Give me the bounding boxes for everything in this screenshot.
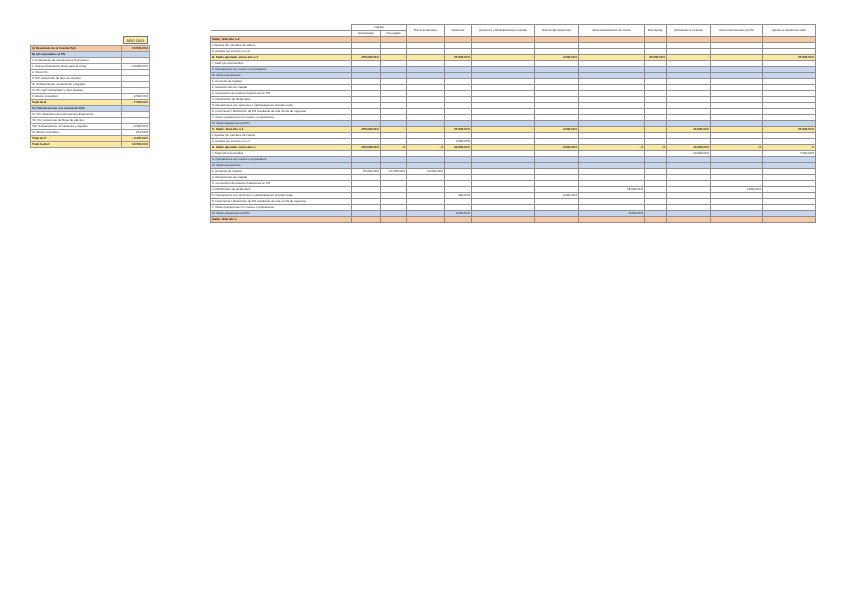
summary-row-label: 2. Otros I/G [31, 70, 122, 76]
equity-row-label: 1. Aumento de Capital [211, 79, 352, 85]
equity-row-label: I. Ajustes por cambios de criterio [211, 133, 352, 139]
header-ajustes-valor: Ajustes a cambio de valor [763, 25, 816, 37]
equity-cell [407, 217, 445, 223]
equity-row-label: 2. Reducciones de Capital [211, 175, 352, 181]
summary-row-label: Total A+B+C [31, 142, 122, 148]
equity-cell: 25.000,00 € [763, 127, 816, 133]
equity-row-label: B. Saldo ajustado, inicio año n-1 [211, 55, 352, 61]
summary-row-label: B) IyG imputados al PN [31, 52, 122, 58]
equity-cell: 2.000,00 € [535, 127, 579, 133]
equity-cell: 300,00 € [445, 193, 472, 199]
equity-cell: 22.950,00 € [445, 145, 472, 151]
equity-cell: 15.000,00 € [579, 187, 645, 193]
equity-cell: - 27.500,00 € [381, 169, 407, 175]
equity-cell: 250.000,00 € [352, 55, 381, 61]
equity-cell: - € [711, 145, 763, 151]
summary-row-value: 15.500,00 € [122, 46, 150, 52]
header-dividendo: (Dividendo a Cuenta) [667, 25, 711, 37]
summary-row-value: - 10.000,00 € [122, 64, 150, 70]
equity-row-label: II. Operaciones con socios o propietarios [211, 157, 352, 163]
equity-row-label: I. Total IyG reconocidos [211, 61, 352, 67]
year-label: AÑO 20X1 [123, 36, 148, 44]
equity-row-label: III. Otras operaciones [211, 163, 352, 169]
summary-row-value: 2.500,00 € [122, 94, 150, 100]
equity-cell [667, 217, 711, 223]
equity-cell: 25.000,00 € [445, 55, 472, 61]
summary-row-label: VI. Por valoración de instrumentos financieros [31, 112, 122, 118]
summary-row-value: - 3.250,00 € [122, 124, 150, 130]
equity-row-label: IV. Otras variaciones del PN [211, 211, 352, 217]
equity-cell [472, 217, 535, 223]
summary-row-value: 812,50 € [122, 130, 150, 136]
equity-cell [711, 217, 763, 223]
equity-row-label: C. Saldo, final año n-1 [211, 127, 352, 133]
summary-row-value: - 2.437,50 € [122, 136, 150, 142]
equity-row-label: II. Operaciones con socios o propietarios [211, 67, 352, 73]
header-prima: Prima de Emisión [407, 25, 445, 37]
equity-cell: - € [407, 145, 445, 151]
summary-row-label: IV. Por GyP actuariales y otros ajustes [31, 88, 122, 94]
equity-row-label: 4. Distribución de dividendos [211, 187, 352, 193]
equity-cell: 50.000,00 € [352, 169, 381, 175]
summary-row-label: Total de C [31, 136, 122, 142]
equity-row-label: 6. Incremento / Reducción de PN resultante de una combi de negocios [211, 109, 352, 115]
summary-row-label: Total de B [31, 100, 122, 106]
equity-cell [381, 217, 407, 223]
equity-row-label: 2. Reducciones de Capital [211, 85, 352, 91]
equity-cell: 250.000,00 € [352, 145, 381, 151]
equity-row-label: 4. Distribución de dividendos [211, 97, 352, 103]
equity-cell: 10.000,00 € [667, 151, 711, 157]
equity-row-label: Saldo, final año n [211, 217, 352, 223]
header-no-exigido: No exigido [381, 31, 407, 37]
equity-row-label: 7. Otras operaciones con socios o propietarios [211, 205, 352, 211]
equity-cell: 2.000,00 € [535, 145, 579, 151]
equity-cell: 10.000,00 € [407, 169, 445, 175]
equity-cell: 2.000,00 € [535, 55, 579, 61]
equity-row-label: D. Saldo ajustado, inicio año n [211, 145, 352, 151]
equity-row-label: 3. Conversión de pasivos financieros en PN [211, 91, 352, 97]
equity-row-label: II. Ajustes por errores en n-2 [211, 49, 352, 55]
equity-cell: 2.950,00 € [445, 139, 472, 145]
capital-group-header: Capital [352, 25, 407, 31]
header-otros-instrumentos: Otros instrumentos de PN [711, 25, 763, 37]
equity-cell: 25.000,00 € [763, 55, 816, 61]
equity-cell [579, 217, 645, 223]
equity-row-label: 5. Operaciones con acciones o participaciones propias netas [211, 193, 352, 199]
summary-row-label: I. R valoración de instrumentos financieros [31, 58, 122, 64]
header-rdo-ejs-anteriores: Rdo de Ejs anteriores [535, 25, 579, 37]
equity-cell: 8.000,00 € [579, 211, 645, 217]
summary-row-label: VIII. Subvenciones, donaciones y legados [31, 124, 122, 130]
equity-row-label: II. Ajustes por errores en n-1 [211, 139, 352, 145]
header-rdo-ej: Rdo del Ej. [645, 25, 667, 37]
equity-row-label: 6. Incremento / Reducción de PN resultante de una combi de negocios [211, 199, 352, 205]
summary-row-label: A) Resultado de la Cuenta PyG [31, 46, 122, 52]
equity-table [210, 24, 816, 223]
equity-cell: - € [763, 145, 816, 151]
summary-row-label: III. Subvenciones, donaciones y legados [31, 82, 122, 88]
equity-cell: 30.000,00 € [645, 55, 667, 61]
summary-row-label: 1. Activos financieros disps para la venta [31, 64, 122, 70]
summary-row-value: - 7.500,00 € [122, 100, 150, 106]
summary-row [31, 142, 150, 148]
equity-cell [352, 217, 381, 223]
equity-row-label: I. Total IyG reconocidos [211, 151, 352, 157]
header-acciones-propias: (Acciones y Participaciones propias) [472, 25, 535, 37]
equity-cell: - € [645, 145, 667, 151]
equity-row-label: I. Ajustes por cambios de criterio [211, 43, 352, 49]
summary-row-value: 10.500,00 € [122, 142, 150, 148]
equity-row-label: III. Otras operaciones [211, 73, 352, 79]
equity-cell: - € [381, 145, 407, 151]
equity-cell: 250.000,00 € [352, 127, 381, 133]
header-escriturado: Escriturado [352, 31, 381, 37]
equity-cell: 10.000,00 € [667, 127, 711, 133]
equity-cell: 2.000,00 € [535, 193, 579, 199]
summary-table [30, 45, 150, 148]
equity-row-label: IV. Otras variaciones del PN [211, 121, 352, 127]
equity-cell: 10.000,00 € [667, 145, 711, 151]
equity-row-label: Saldo, final año n-2 [211, 37, 352, 43]
equity-cell: 2.000,00 € [711, 187, 763, 193]
equity-cell [535, 217, 579, 223]
equity-cell [445, 217, 472, 223]
equity-cell: - € [579, 145, 645, 151]
equity-row-label: 5. Operaciones con acciones o participaciones propias netas [211, 103, 352, 109]
header-reservas: Reservas [445, 25, 472, 37]
summary-row-label: VII. Por coberturas de flujos de efectivo [31, 118, 122, 124]
equity-changes-statement [210, 24, 815, 223]
equity-row [211, 217, 816, 223]
summary-row-label: IX. Efecto impositivo [31, 130, 122, 136]
summary-row-label: II. Por coberturas de flujo de efectivo [31, 76, 122, 82]
equity-cell: 7.500,00 € [763, 151, 816, 157]
equity-cell [763, 217, 816, 223]
summary-row-label: C) Transferencias a la cuenta de PyG [31, 106, 122, 112]
equity-row-label: 7. Otras operaciones con socios o propietarios [211, 115, 352, 121]
equity-row-label: 1. Aumento de Capital [211, 169, 352, 175]
summary-row-label: V. Efecto impositivo [31, 94, 122, 100]
header-otras-aportaciones: Otras aportaciones de socios [579, 25, 645, 37]
equity-cell: 25.000,00 € [445, 127, 472, 133]
equity-row-label: 3. Conversión de pasivos financieros en PN [211, 181, 352, 187]
equity-cell [645, 217, 667, 223]
equity-cell: 9.000,00 € [445, 211, 472, 217]
